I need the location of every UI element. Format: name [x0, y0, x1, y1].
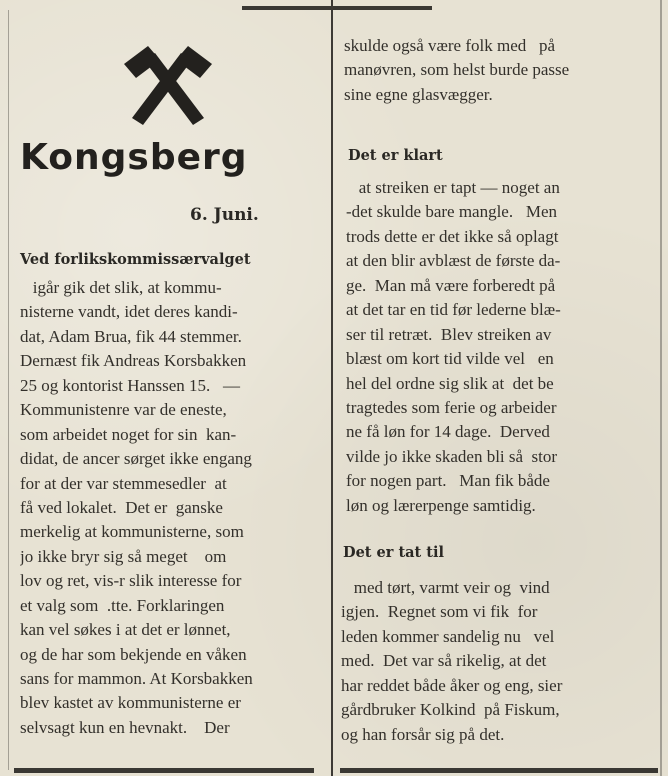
left-article-line: dat, Adam Brua, fik 44 stemmer.: [20, 326, 242, 346]
left-page-edge: [8, 10, 9, 770]
crossed-hammers-icon: [122, 44, 214, 130]
left-article-line: jo ikke bryr sig så meget om: [20, 546, 227, 566]
left-article-line: og de har som bekjende en våken: [20, 644, 247, 664]
article-body-tat-til: [341, 576, 653, 747]
left-article-line: Dernæst fik Andreas Korsbakken: [20, 351, 247, 371]
article-line: ge. Man må være forberedt på: [346, 275, 556, 295]
article-heading-klart: Det er klart: [348, 147, 443, 164]
article-line: ne få løn for 14 dage. Derved: [346, 422, 550, 442]
article-line: vilde jo ikke skaden bli så stor: [346, 446, 558, 466]
date-line: 6. Juni.: [190, 205, 259, 225]
article-line: at streiken er tapt — noget an: [346, 178, 560, 197]
continued-line: skulde også være folk med på: [344, 36, 556, 55]
article-line: ser til retræt. Blev streiken av: [346, 324, 552, 344]
article-line: leden kommer sandelig nu vel: [341, 626, 555, 646]
top-rule: [242, 6, 432, 10]
article-line: for nogen part. Man fik både: [346, 471, 550, 491]
article-line: med. Det var så rikelig, at det: [341, 651, 547, 671]
left-article-line: Kommunistenre var de eneste,: [20, 400, 227, 420]
left-article-line: sans for mammon. At Korsbakken: [20, 669, 253, 688]
left-article-heading: Ved forlikskommissærvalget: [20, 251, 251, 268]
left-article-line: som arbeidet noget for sin kan-: [20, 424, 237, 444]
article-line: har reddet både åker og eng, sier: [341, 675, 563, 695]
article-line: tragtedes som ferie og arbeider: [346, 397, 557, 417]
left-article-line: lov og ret, vis-r slik interesse for: [20, 571, 242, 591]
article-line: og han forsår sig på det.: [341, 724, 505, 744]
bottom-rule-left: [14, 768, 314, 773]
right-page-edge: [660, 0, 662, 776]
left-article-line: blev kastet av kommunisterne er: [20, 693, 241, 713]
article-line: trods dette er det ikke så oplagt: [346, 226, 559, 246]
left-article-line: 25 og kontorist Hanssen 15. —: [20, 375, 241, 395]
left-article-line: et valg som .tte. Forklaringen: [20, 595, 225, 615]
left-article-line: merkelig at kommunisterne, som: [20, 522, 244, 542]
left-article-line: igår gik det slik, at kommu-: [20, 278, 222, 297]
article-line: at den blir avblæst de første da-: [346, 251, 561, 271]
article-line: hel del ordne sig slik at det be: [346, 373, 554, 393]
continued-text: [344, 34, 656, 107]
left-article-body: [20, 276, 320, 740]
article-line: igjen. Regnet som vi fik for: [341, 602, 538, 622]
left-article-line: få ved lokalet. Det er ganske: [20, 497, 223, 517]
left-article-line: selvsagt kun en hevnakt. Der: [20, 717, 230, 737]
article-line: med tørt, varmt veir og vind: [341, 578, 550, 597]
left-article-line: nisterne vandt, idet deres kandi-: [20, 302, 238, 322]
article-body-klart: [346, 176, 658, 518]
article-line: blæst om kort tid vilde vel en: [346, 349, 554, 369]
left-article-line: for at der var stemmesedler at: [20, 473, 227, 493]
left-article-line: kan vel søkes i at det er lønnet,: [20, 620, 231, 640]
bottom-rule-right: [340, 768, 658, 773]
article-line: -det skulde bare mangle. Men: [346, 202, 558, 222]
continued-line: sine egne glasvægger.: [344, 84, 493, 104]
column-divider: [331, 0, 333, 776]
continued-line: manøvren, som helst burde passe: [344, 60, 570, 80]
left-article-line: didat, de ancer sørget ikke engang: [20, 449, 252, 469]
article-heading-tat-til: Det er tat til: [343, 544, 445, 561]
article-line: gårdbruker Kolkind på Fiskum,: [341, 700, 560, 720]
article-line: løn og lærerpenge samtidig.: [346, 495, 536, 515]
article-line: at det tar en tid før lederne blæ-: [346, 300, 561, 320]
place-title: Kongsberg: [20, 137, 248, 178]
